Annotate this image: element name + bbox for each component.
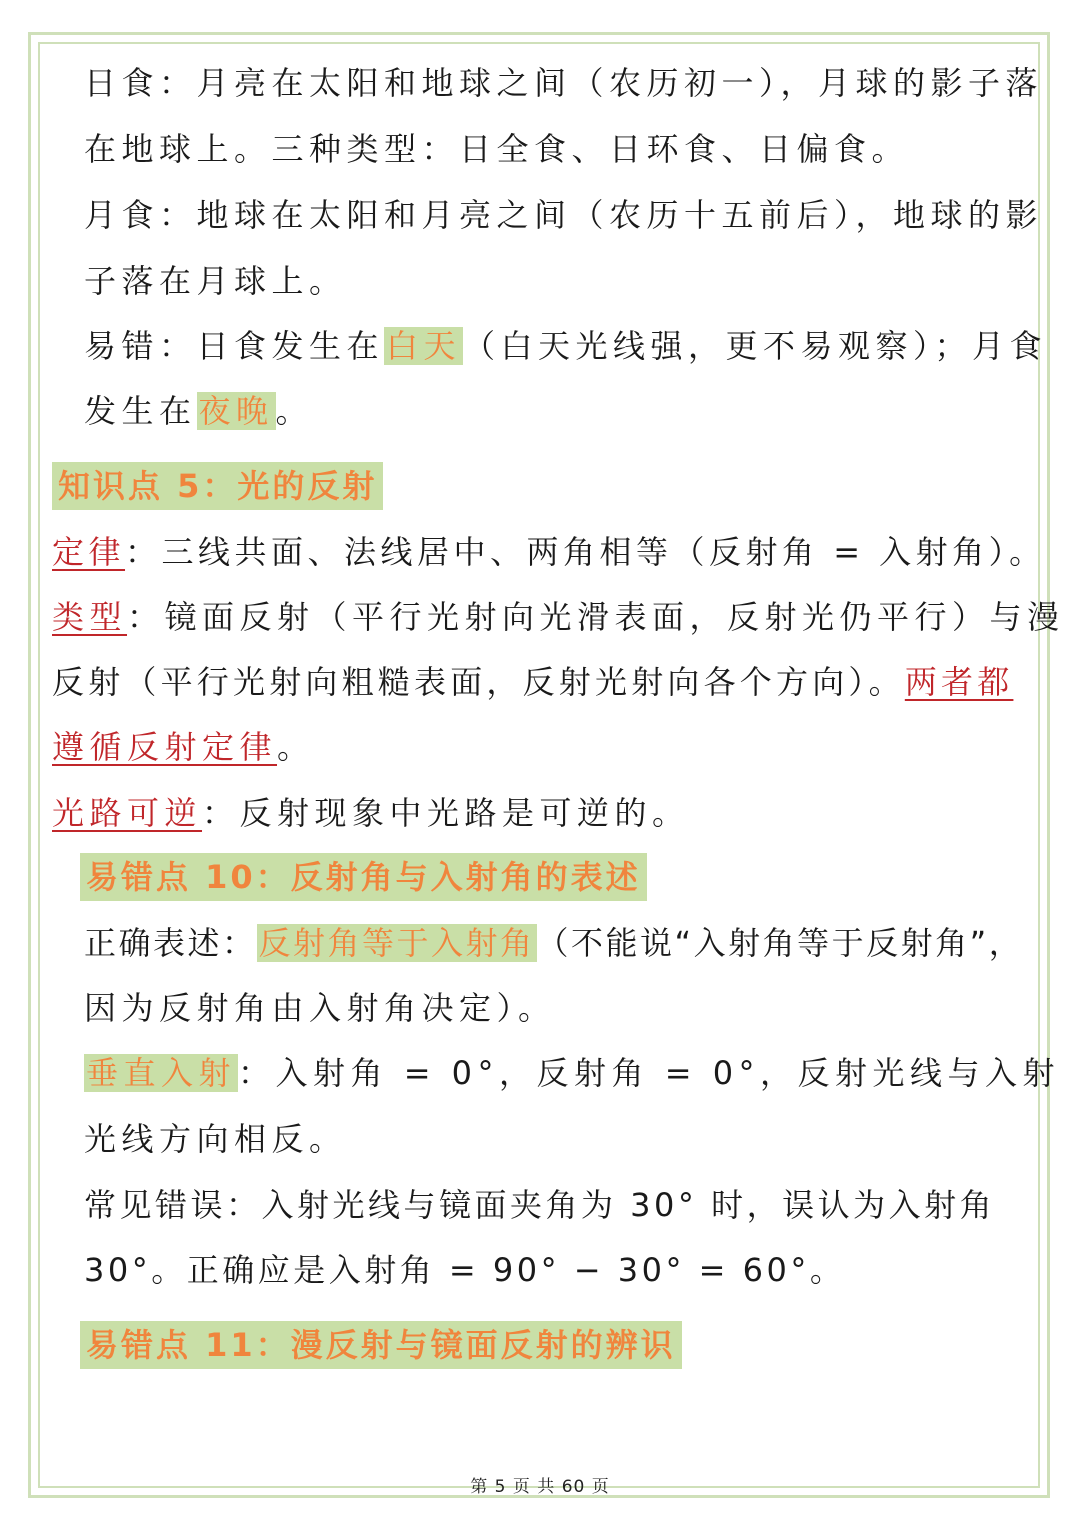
highlight-correct: 反射角等于入射角 [258, 924, 535, 962]
reversible-path-line [52, 788, 690, 838]
law-label: 定律 [52, 533, 126, 571]
correct-text: （不能说“入射角等于反射角”， [536, 924, 1024, 962]
common-error-line-1 [84, 1180, 995, 1230]
highlight-daytime: 白天 [386, 327, 462, 365]
common-error-text: 30°。正确应是入射角 = 90° − 30° = 60°。 [84, 1251, 846, 1289]
highlight-night: 夜晚 [198, 392, 274, 430]
lunar-eclipse-text: 月食：地球在太阳和月亮之间（农历十五前后），地球的影 [84, 196, 1044, 234]
solar-eclipse-text: 日食：月亮在太阳和地球之间（农历初一），月球的影子落 [84, 64, 1044, 102]
lunar-eclipse-line-1 [84, 190, 1043, 240]
reflection-type-line-2 [52, 657, 1013, 707]
common-error-text: 常见错误：入射光线与镜面夹角为 30° 时，误认为入射角 [84, 1186, 996, 1224]
vertical-incidence-line-2 [84, 1114, 347, 1164]
mistake-text: （白天光线强，更不易观察）；月食 [463, 327, 1048, 365]
eclipse-mistake-line-1 [84, 321, 1047, 371]
kp5-heading: 知识点 5：光的反射 [52, 462, 383, 510]
type-text: 反射（平行光射向粗糙表面，反射光射向各个方向）。 [52, 663, 905, 701]
solar-eclipse-line-1 [84, 58, 1043, 108]
reversible-text: ：反射现象中光路是可逆的。 [202, 794, 690, 832]
solar-eclipse-text: 在地球上。三种类型：日全食、日环食、日偏食。 [84, 130, 910, 168]
reflection-law-line [52, 527, 1046, 577]
common-error-line-2 [84, 1245, 845, 1295]
type-label: 类型 [52, 598, 128, 636]
correct-statement-line-1 [84, 918, 1023, 968]
eclipse-mistake-line-2 [84, 386, 313, 436]
vertical-text: 光线方向相反。 [84, 1120, 347, 1158]
highlight-vertical: 垂直入射 [86, 1054, 237, 1092]
lunar-eclipse-line-2 [84, 256, 347, 306]
reflection-type-line-1 [52, 592, 1065, 642]
correct-statement-line-2 [84, 983, 556, 1033]
reflection-type-line-3 [52, 722, 315, 772]
err10-heading: 易错点 10：反射角与入射角的表述 [80, 853, 647, 901]
mistake-text: 。 [275, 392, 314, 430]
reversible-label: 光路可逆 [52, 794, 203, 832]
vertical-incidence-line-1 [84, 1048, 1060, 1098]
lunar-eclipse-text: 子落在月球上。 [84, 262, 347, 300]
vertical-text: ：入射角 = 0°，反射角 = 0°，反射光线与入射 [238, 1054, 1061, 1092]
type-text: ：镜面反射（平行光射向光滑表面，反射光仍平行）与漫 [127, 598, 1065, 636]
type-underline: 遵循反射定律 [52, 728, 278, 766]
page-number: 第 5 页 共 60 页 [470, 1477, 610, 1497]
correct-text: 因为反射角由入射角决定）。 [84, 989, 556, 1027]
err11-heading: 易错点 11：漫反射与镜面反射的辨识 [80, 1321, 682, 1369]
mistake-text: 易错：日食发生在 [84, 327, 385, 365]
law-text: ：三线共面、法线居中、两角相等（反射角 = 入射角）。 [125, 533, 1046, 571]
type-text: 。 [277, 728, 315, 766]
mistake-text: 发生在 [84, 392, 197, 430]
type-underline: 两者都 [904, 663, 1014, 701]
correct-text: 正确表述： [84, 924, 257, 962]
solar-eclipse-line-2 [84, 124, 909, 174]
